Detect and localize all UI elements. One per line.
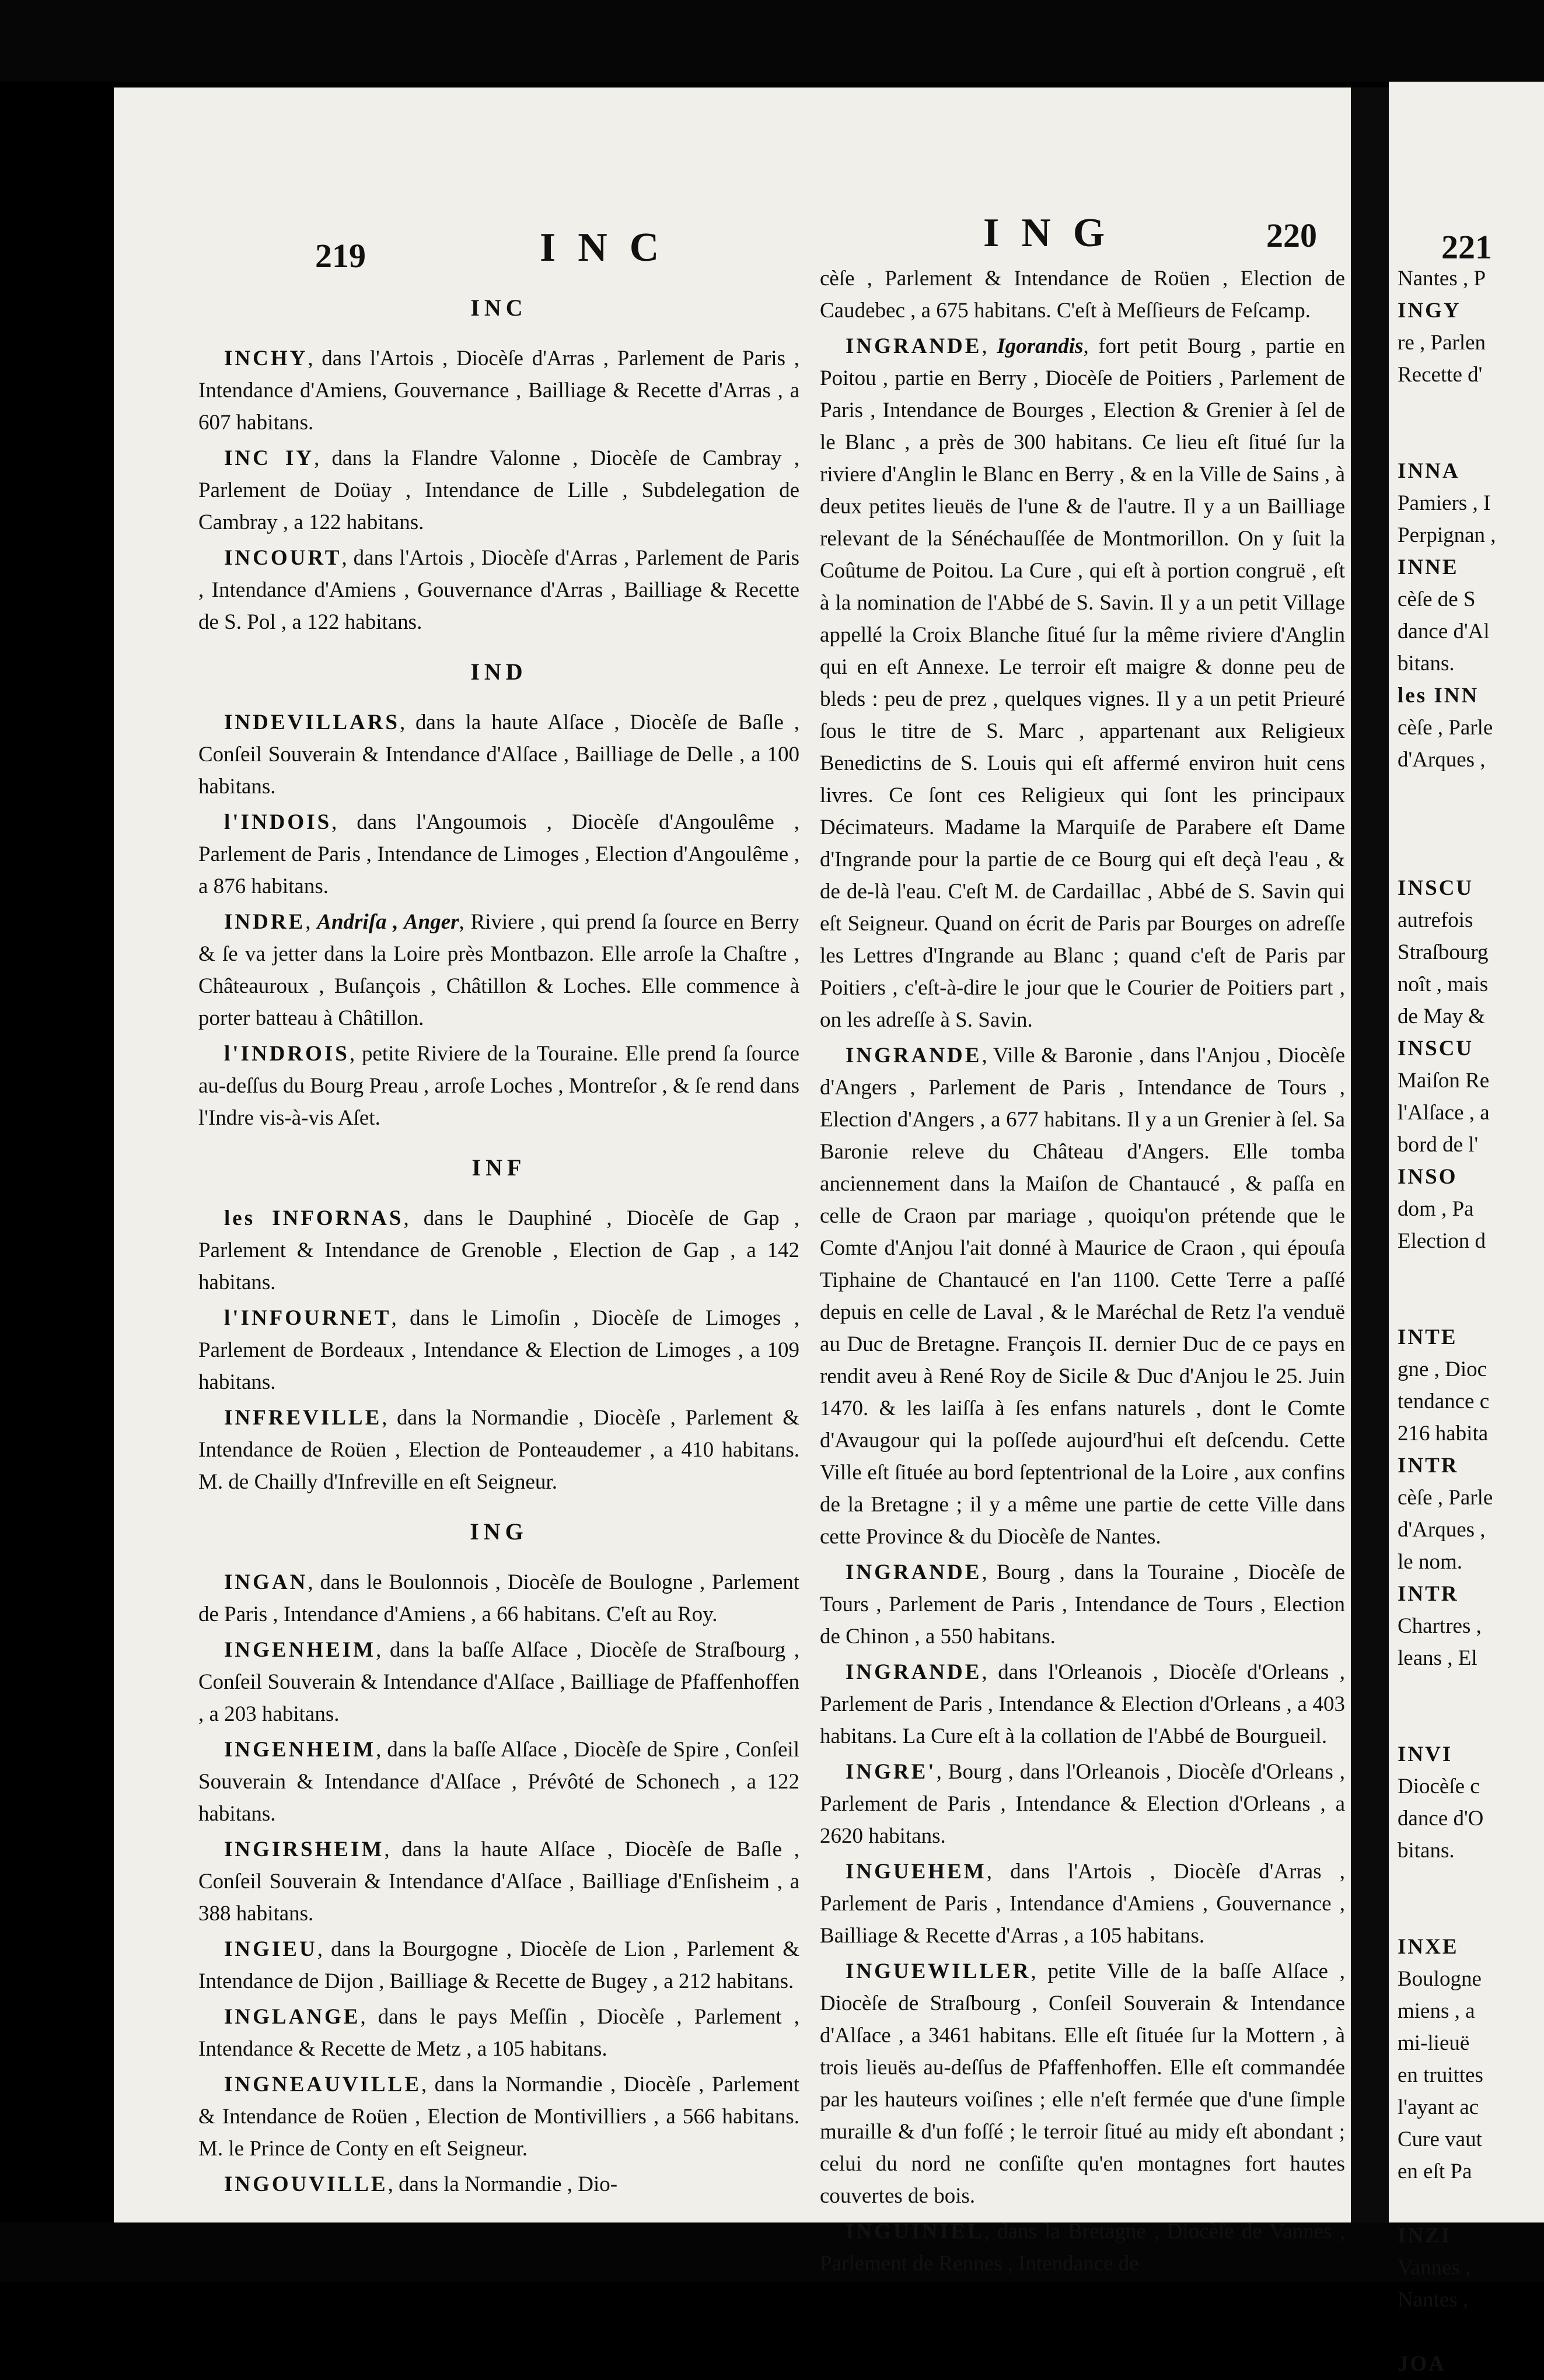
entry-headword: l'INDOIS — [224, 810, 332, 834]
entry-text: , dans l'Orleanois , Diocèſe d'Orleans , Parlement de Paris , Intendance & Election d'Orleans , a 403 habitans. La Cure eſt à la collation de l'Abbé de Bourgueil. — [820, 1660, 1345, 1748]
spacer — [1398, 391, 1543, 423]
dictionary-entry — [198, 706, 799, 803]
cut-text-line: Vannes , — [1398, 2256, 1471, 2280]
dictionary-entry — [820, 1556, 1345, 1653]
dictionary-column-middle — [820, 262, 1345, 2283]
cut-text-line: d'Arques , — [1398, 1518, 1486, 1542]
cut-text-line: dom , Pa — [1398, 1197, 1474, 1221]
page-number-left: 219 — [315, 237, 366, 275]
cut-text-line: Perpignan , — [1398, 523, 1496, 547]
cut-text-line: de May & — [1398, 1005, 1486, 1028]
entry-headword: INDRE — [224, 910, 306, 934]
cut-text-line: cèſe , Parle — [1398, 1486, 1493, 1510]
spacer — [1398, 1867, 1543, 1899]
section-heading: INF — [471, 1154, 526, 1181]
entry-text: , dans la baſſe Alſace , Diocèſe de Spire , Conſeil Souverain & Intendance d'Alſace , Prévôté de Schonech , a 122 habitans. — [198, 1738, 799, 1826]
cut-headword: INTR — [1398, 1454, 1459, 1478]
cut-text-line: leans , El — [1398, 1646, 1477, 1670]
dictionary-entry — [820, 1040, 1345, 1553]
cut-headword: INXE — [1398, 1935, 1459, 1959]
dictionary-entry — [198, 342, 799, 439]
section-heading: ING — [470, 1518, 528, 1545]
dictionary-entry — [198, 1402, 799, 1498]
entry-text: , Riviere , qui prend ſa ſource en Berry & ſe va jetter dans la Loire près Montbazon. Elle arroſe la Chaſtre , Châteauroux , Buſançois , Châtillon & Loches. Elle commence à porter batteau à Châtillon. — [198, 910, 799, 1030]
entry-headword: INGAN — [224, 1570, 308, 1594]
cut-headword: INSCU — [1398, 876, 1474, 900]
dictionary-entry — [198, 1038, 799, 1134]
cut-headword: INGY — [1398, 299, 1461, 323]
dictionary-entry — [198, 1566, 799, 1630]
entry-text: , dans la Normandie , Diocèſe , Parlement & Intendance de Roüen , Election de Montivilliers , a 566 habitans. M. le Prince de Conty en eſt Seigneur. — [198, 2073, 799, 2161]
cut-text-line: Pamiers , I — [1398, 491, 1491, 515]
cut-text-line: mi-lieuë — [1398, 2031, 1470, 2055]
entry-headword: INDEVILLARS — [224, 710, 400, 734]
entry-text: , Bourg , dans l'Orleanois , Diocèſe d'Orleans , Parlement de Paris , Intendance & Election d'Orleans , a 2620 habitans. — [820, 1760, 1345, 1848]
entry-text: , Ville & Baronie , dans l'Anjou , Diocèſe d'Angers , Parlement de Paris , Intendance de Tours , Election d'Angers , a 677 habitans. Il y a un Grenier à ſel. Sa Baronie releve du Château d'Angers. Elle tomba anciennement dans la Maiſon de Chantaucé , & paſſa en celle de Craon par mariage , quoiqu'on prétende que le Comte d'Anjou l'ait donné à Maurice de Craon , qui épouſa Tiphaine de Chantaucé en l'an 1100. Cette Terre a paſſé depuis en celle de Laval , & le Maréchal de Retz l'a venduë au Duc de Bretagne. François II. dernier Duc de ce pays en rendit aveu à René Roy de Sicile & Duc d'Anjou le 25. Juin 1470. & les laiſſa à ſes enfans naturels , dont le Comte d'Avaugour qui la poſſede aujourd'hui eſt deſcendu. Cette Ville eſt ſituée au bord ſeptentrional de la Loire , aux confins de la Bretagne ; il y a même une partie de cette Ville dans cette Province & du Diocèſe de Nantes. — [820, 1044, 1345, 1549]
entry-text: , dans l'Artois , Diocèſe d'Arras , Parlement de Paris , Intendance d'Amiens , Gouvernance , Bailliage & Recette d'Arras , a 105 habitans. — [820, 1860, 1345, 1948]
entry-headword: INGRANDE — [846, 1044, 982, 1068]
entry-text: , dans la haute Alſace , Diocèſe de Baſle , Conſeil Souverain & Intendance d'Alſace , Bailliage d'Enſisheim , a 388 habitans. — [198, 1838, 799, 1926]
dictionary-entry — [820, 1955, 1345, 2212]
cut-text-line: Chartres , — [1398, 1614, 1482, 1638]
cut-text-line: Boulogne — [1398, 1967, 1482, 1991]
cut-text-line: tendance c — [1398, 1390, 1490, 1413]
cut-headword: INTE — [1398, 1325, 1458, 1349]
cut-text-line: dance d'O — [1398, 1807, 1484, 1831]
cut-text-line: le nom. — [1398, 1550, 1462, 1574]
entry-text: , dans la Bourgogne , Diocèſe de Lion , Parlement & Intendance de Dijon , Bailliage & Recette de Bugey , a 212 habitans. — [198, 1937, 799, 1993]
cut-headword: INNA — [1398, 459, 1460, 483]
page-number-right: 220 — [1266, 216, 1317, 254]
dictionary-entry — [198, 1933, 799, 1997]
entry-headword: INGRANDE — [846, 1660, 982, 1684]
running-head-left: INC — [540, 225, 682, 270]
entry-text: , dans le pays Meſſin , Diocèſe , Parlement , Intendance & Recette de Metz , a 105 habitans. — [198, 2005, 799, 2061]
cut-text-line: gne , Dioc — [1398, 1357, 1487, 1381]
cut-headword: JOA — [1398, 2352, 1446, 2376]
entry-text: , dans la baſſe Alſace , Diocèſe de Straſbourg , Conſeil Souverain & Intendance d'Alſace , Bailliage de Pfaffenhoffen , a 203 habitans. — [198, 1638, 799, 1726]
entry-headword: INC IY — [224, 446, 315, 470]
page-number-next: 221 — [1441, 228, 1492, 266]
dictionary-entry — [198, 1302, 799, 1398]
cut-headword: INNE — [1398, 555, 1459, 579]
cut-text-line: Election d — [1398, 1229, 1486, 1253]
cut-text-line: bitans. — [1398, 652, 1455, 676]
dictionary-entry — [198, 1833, 799, 1930]
entry-text: , dans le Dauphiné , Diocèſe de Gap , Parlement & Intendance de Grenoble , Election de Gap , a 142 habitans. — [198, 1206, 800, 1294]
dictionary-column-next-page — [1398, 230, 1543, 2380]
entry-headword: INGUINIEL — [846, 2220, 984, 2244]
dictionary-entry — [198, 1634, 799, 1730]
cut-text-line: noît , mais — [1398, 972, 1489, 996]
cut-text-line: dance d'Al — [1398, 620, 1490, 643]
dictionary-entry — [198, 442, 799, 538]
cut-text-line: autrefois — [1398, 908, 1473, 932]
cut-headword: INZI — [1398, 2224, 1452, 2248]
entry-headword: les INFORNAS — [224, 1206, 404, 1230]
cut-text-line: miens , a — [1398, 1999, 1475, 2023]
spacer — [1398, 230, 1543, 262]
entry-headword: l'INDROIS — [224, 1042, 350, 1066]
cut-text-line: Cure vaut — [1398, 2127, 1482, 2151]
cut-text-line: l'Alſace , a — [1398, 1101, 1490, 1125]
entry-text: , dans l'Artois , Diocèſe d'Arras , Parlement de Paris , Intendance d'Amiens , Gouvernance d'Arras , Bailliage & Recette de S. Pol , a 122 habitans. — [198, 546, 799, 634]
entry-headword: INGIRSHEIM — [224, 1838, 385, 1861]
spacer — [1398, 1674, 1543, 1706]
entry-headword: INGIEU — [224, 1937, 317, 1961]
spacer — [1398, 1899, 1543, 1931]
spacer — [1398, 1289, 1543, 1321]
cut-text-line: 216 habita — [1398, 1422, 1489, 1446]
entry-headword: INGLANGE — [224, 2005, 361, 2029]
entry-headword: INGUEWILLER — [846, 1959, 1031, 1983]
spacer — [1398, 840, 1543, 872]
cut-text-line: en eſt Pa — [1398, 2160, 1472, 2183]
entry-continuation — [820, 262, 1345, 327]
entry-headword: l'INFOURNET — [224, 1306, 392, 1330]
dictionary-entry — [820, 1756, 1345, 1852]
cut-headword: INVI — [1398, 1742, 1453, 1766]
entry-text: , fort petit Bourg , partie en Poitou , partie en Berry , Diocèſe de Poitiers , Parlement de Paris , Intendance de Bourges , Election & Grenier à ſel de le Blanc , a près de 300 habitans. Ce lieu eſt ſitué ſur la riviere d'Anglin le Blanc en Berry , & en la Ville de Sains , à deux petites lieuës de l'une & de l'autre. Il y a un Bailliage relevant de la Sénéchauſſée de Montmorillon. On y ſuit la Coûtume de Poitou. La Cure , qui eſt à portion congruë , eſt à la nomination de l'Abbé de S. Savin. Il y a un petit Village appellé la Croix Blanche ſitué ſur la même riviere d'Anglin qui en eſt Annexe. Le terroir eſt maigre & donne peu de bleds : peu de prez , quelques vignes. Il y a un petit Prieuré ſous le titre de S. Marc , appartenant aux Religieux Benedictins de S. Louis qui eſt affermé environ huit cens livres. Ce ſont ces Religieux qui ſont les principaux Décimateurs. Madame la Marquiſe de Parabere eſt Dame d'Ingrande pour la partie de ce Bourg qui eſt deçà l'eau , & de de-là l'eau. C'eſt M. de Cardaillac , Abbé de S. Savin qui eſt Seigneur. Quand on écrit de Paris par Bourges on adreſſe les Lettres d'Ingrande au Blanc ; quand c'eſt de Paris par Poitiers , c'eſt-à-dire le jour que le Courier de Poitiers part , on les adreſſe à S. Savin. — [820, 334, 1345, 1032]
spacer — [1398, 1257, 1543, 1289]
cut-text-line: en truittes — [1398, 2063, 1483, 2087]
dictionary-entry — [820, 1656, 1345, 1752]
spacer — [1398, 2316, 1543, 2348]
entry-text: , dans la Flandre Valonne , Diocèſe de Cambray , Parlement de Doüay , Intendance de Lille , Subdelegation de Cambray , a 122 habitans. — [198, 446, 799, 534]
entry-text: , Bourg , dans la Touraine , Diocèſe de Tours , Parlement de Paris , Intendance de Tours , Election de Chinon , a 550 habitans. — [820, 1560, 1345, 1648]
entry-latin-name: Andriſa , Anger — [317, 910, 459, 934]
entry-headword: INGOUVILLE — [224, 2172, 388, 2196]
spacer — [1398, 808, 1543, 840]
entry-text: , dans la Normandie , Dio- — [387, 2172, 618, 2196]
dictionary-entry: INGRANDE, Igorandis, fort petit Bourg , partie en Poitou , partie en Berry , Diocèſe de Poitiers , Parlement de Paris , Intendance de Bourges , Election & Grenier à ſel de le Blanc , a près de 300 habitans. Ce lieu eſt ſitué ſur la riviere d'Anglin le Blanc en Berry , & en la Ville de Sains , à deux petites lieuës de l'une & de l'autre. Il y a un Bailliage relevant de la Sénéchauſſée de Montmorillon. On y ſuit la Coûtume de Poitou. La Cure , qui eſt à portion congruë , eſt à la nomination de l'Abbé de S. Savin. Il y a un petit Village appellé la Croix Blanche ſitué ſur la même riviere d'Anglin qui en eſt Annexe. Le terroir eſt maigre & donne peu de bleds : peu de prez , quelques vignes. Il y a un petit Prieuré ſous le titre de S. Marc , appartenant aux Religieux Benedictins de S. Louis qui eſt affermé environ huit cens livres. Ce ſont ces Religieux qui ſont les principaux Décimateurs. Madame la Marquiſe de Parabere eſt Dame d'Ingrande pour la partie de ce Bourg qui eſt deçà l'eau , & de de-là l'eau. C'eſt M. de Cardaillac , Abbé de S. Savin qui eſt Seigneur. Quand on écrit de Paris par Bourges on adreſſe les Lettres d'Ingrande au Blanc ; quand c'eſt de Paris par Poitiers , c'eſt-à-dire le jour que le Courier de Poitiers part , on les adreſſe à S. Savin. — [820, 334, 1345, 1032]
cut-text-line: Straſbourg — [1398, 940, 1489, 964]
dictionary-entry — [198, 2168, 799, 2200]
cut-text-line: cèſe de S — [1398, 587, 1476, 611]
cut-headword: INSO — [1398, 1165, 1458, 1189]
entry-headword: INGRE' — [846, 1760, 937, 1784]
spacer — [1398, 1706, 1543, 1738]
dictionary-entry — [198, 1734, 799, 1830]
entry-latin-name: Igorandis — [997, 334, 1084, 358]
scan-border-top — [0, 0, 1544, 82]
cut-text-line: l'ayant ac — [1398, 2095, 1479, 2119]
entry-text: , dans la Normandie , Diocèſe , Parlement & Intendance de Roüen , Election de Ponteaudemer , a 410 habitans. M. de Chailly d'Infreville en eſt Seigneur. — [198, 1406, 799, 1494]
entry-headword: INGRANDE — [846, 1560, 982, 1584]
section-heading: INC — [470, 295, 528, 321]
cut-headword: INTR — [1398, 1582, 1459, 1606]
running-head-right: ING — [983, 211, 1127, 256]
cut-text-line: bitans. — [1398, 1839, 1455, 1863]
spacer — [1398, 776, 1543, 808]
dictionary-entry: INDRE, Andriſa , Anger, Riviere , qui prend ſa ſource en Berry & ſe va jetter dans la Loire près Montbazon. Elle arroſe la Chaſtre , Châteauroux , Buſançois , Châtillon & Loches. Elle commence à porter batteau à Châtillon. — [198, 910, 799, 1030]
cut-text-line: Recette d' — [1398, 363, 1483, 387]
entry-headword: INGNEAUVILLE — [224, 2073, 421, 2096]
cut-headword: les INN — [1398, 684, 1479, 708]
cut-text-line: Nantes , P — [1398, 267, 1486, 290]
entry-text: cèſe , Parlement & Intendance de Roüen , Election de Caudebec , a 675 habitans. C'eſt à Meſſieurs de Feſcamp. — [820, 267, 1345, 323]
section-heading: IND — [470, 659, 528, 685]
dictionary-column-left — [198, 292, 799, 2204]
entry-text: , dans la haute Alſace , Diocèſe de Baſle , Conſeil Souverain & Intendance d'Alſace , Bailliage de Delle , a 100 habitans. — [198, 710, 799, 799]
entry-headword: INGENHEIM — [224, 1738, 376, 1762]
cut-text-line: re , Parlen — [1398, 331, 1486, 355]
entry-text: , dans le Limoſin , Diocèſe de Limoges , Parlement de Bordeaux , Intendance & Election de Limoges , a 109 habitans. — [198, 1306, 799, 1394]
dictionary-entry — [198, 2001, 799, 2065]
cut-headword: INSCU — [1398, 1037, 1474, 1060]
book-gutter — [1351, 88, 1389, 2222]
dictionary-entry — [820, 2216, 1345, 2280]
spacer — [1398, 423, 1543, 455]
dictionary-entry — [198, 2068, 799, 2165]
cut-text-line: Maiſon Re — [1398, 1069, 1490, 1093]
cut-text-line: cèſe , Parle — [1398, 716, 1493, 740]
entry-text: , petite Riviere de la Touraine. Elle prend ſa ſource au-deſſus du Bourg Preau , arroſe Loches , Montreſor , & ſe rend dans l'Indre vis-à-vis Aſet. — [198, 1042, 799, 1130]
dictionary-entry — [198, 1202, 799, 1298]
dictionary-entry — [820, 1856, 1345, 1952]
cut-text-line: Nantes , — [1398, 2288, 1469, 2312]
cut-text-line: bord de l' — [1398, 1133, 1479, 1157]
entry-text: , dans le Boulonnois , Diocèſe de Boulogne , Parlement de Paris , Intendance d'Amiens , a 66 habitans. C'eſt au Roy. — [198, 1570, 799, 1626]
entry-headword: INCHY — [224, 346, 308, 370]
entry-text: , dans l'Angoumois , Diocèſe d'Angoulême , Parlement de Paris , Intendance de Limoges , Election d'Angoulême , a 876 habitans. — [198, 810, 799, 898]
entry-text: , petite Ville de la baſſe Alſace , Diocèſe de Straſbourg , Conſeil Souverain & Intendance d'Alſace , a 3461 habitans. Elle eſt ſituée ſur la Mottern , à trois lieuës au-deſſus de Pfaffenhoffen. Elle eſt commandée par les hauteurs voiſines ; elle n'eſt fermée que d'une ſimple muraille & d'un foſſé ; le terroir ſitué au midy eſt abondant ; celui du nord ne conſiſte qu'en montagnes fort hautes couvertes de bois. — [820, 1959, 1345, 2208]
spacer — [1398, 2188, 1543, 2220]
cut-text-line: Diocèſe c — [1398, 1774, 1480, 1798]
entry-headword: INGENHEIM — [224, 1638, 376, 1662]
entry-headword: INGUEHEM — [846, 1860, 987, 1884]
dictionary-entry — [198, 806, 799, 902]
entry-headword: INCOURT — [224, 546, 342, 570]
cut-text-line: d'Arques , — [1398, 748, 1486, 772]
dictionary-entry — [198, 542, 799, 638]
entry-headword: INFREVILLE — [224, 1406, 382, 1430]
entry-headword: INGRANDE — [846, 334, 982, 358]
entry-text: , dans la Bretagne , Diocèſe de Vannes , Parlement de Rennes , Intendance de — [820, 2220, 1345, 2276]
entry-text: , dans l'Artois , Diocèſe d'Arras , Parlement de Paris , Intendance d'Amiens, Gouvernance , Bailliage & Recette d'Arras , a 607 habitans. — [198, 346, 799, 435]
